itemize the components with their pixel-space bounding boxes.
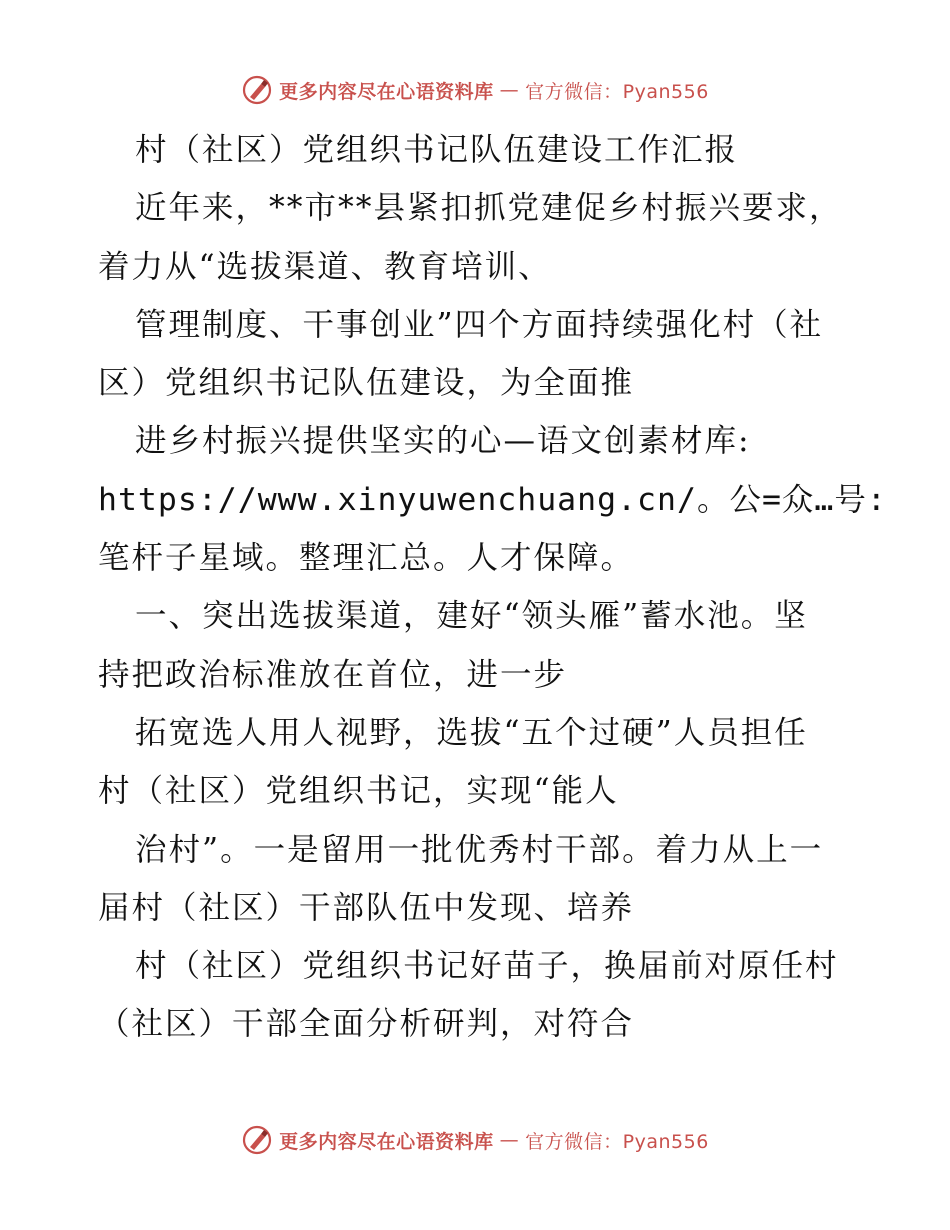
document-body	[98, 121, 887, 1054]
paragraph-line: （社区）干部全面分析研判，对符合	[98, 1006, 635, 1043]
section-heading-line: 一、突出选拔渠道，建好“领头雁”蓄水池。坚	[135, 598, 808, 635]
url-line: https://www.xinyuwenchuang.cn/。公=众…号:	[98, 481, 887, 518]
watermark-main-text: 更多内容尽在心语资料库	[279, 1130, 494, 1153]
pen-nib-circle-icon	[241, 1124, 273, 1156]
paragraph-line: 治村”。一是留用一批优秀村干部。着力从上一	[135, 831, 824, 868]
paragraph-line: 村（社区）党组织书记，实现“能人	[98, 773, 619, 810]
pen-nib-circle-icon	[241, 74, 273, 106]
paragraph-line: 持把政治标准放在首位，进一步	[98, 656, 568, 693]
paragraph-line: 届村（社区）干部队伍中发现、培养	[98, 889, 635, 926]
paragraph-line: 村（社区）党组织书记好苗子，换届前对原任村	[135, 948, 839, 985]
paragraph-line: 进乡村振兴提供坚实的心—语文创素材库:	[135, 423, 751, 460]
watermark-main-text: 更多内容尽在心语资料库	[279, 80, 494, 103]
paragraph-line: 管理制度、干事创业”四个方面持续强化村（社	[135, 306, 824, 343]
footer-watermark	[0, 1120, 950, 1160]
watermark-separator: —	[499, 1129, 520, 1151]
paragraph-line: 笔杆子星域。整理汇总。人才保障。	[98, 540, 635, 577]
paragraph-line: 拓宽选人用人视野，选拔“五个过硬”人员担任	[135, 714, 808, 751]
paragraph-line: 近年来，**市**县紧扣抓党建促乡村振兴要求，	[135, 190, 843, 227]
watermark-sub-text: 官方微信：Pyan556	[525, 80, 709, 103]
paragraph-line: 着力从“选拔渠道、教育培训、	[98, 248, 552, 285]
watermark-sub-text: 官方微信：Pyan556	[525, 1130, 709, 1153]
header-watermark	[0, 70, 950, 110]
watermark-separator: —	[499, 79, 520, 101]
document-title: 村（社区）党组织书记队伍建设工作汇报	[135, 132, 739, 168]
paragraph-line: 区）党组织书记队伍建设，为全面推	[98, 365, 635, 402]
